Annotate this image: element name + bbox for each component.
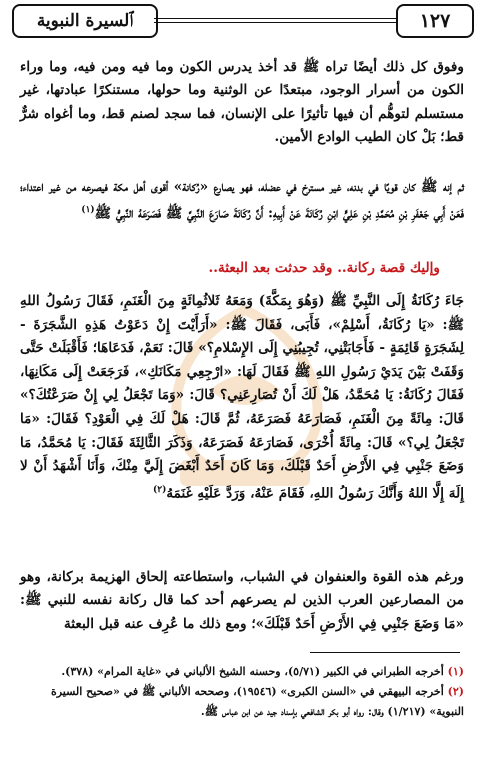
header-rule [154, 18, 396, 23]
footnote-1-number: (١) [447, 665, 464, 678]
paragraph-4 [20, 566, 464, 636]
page-number: ١٢٧ [396, 4, 474, 38]
footnote-1 [20, 662, 464, 682]
paragraph-3-body [20, 290, 464, 506]
paragraph-2-body [20, 176, 464, 226]
paragraph-3-text: جَاءَ رُكَانَةُ إِلَى النَّبِيِّ ﷺ (وَهُوَ بِمَكَّةَ) وَمَعَهُ ثَلاثُمِائَةٍ مِنَ الْغَنَمِ، فَقَالَ رَسُولُ اللهِ ﷺ: «يَا رُكَانَةُ، أَسْلِمْ»، فَأَبَى، فَقَالَ ﷺ: «أَرَأَيْتَ إِنْ دَعَوْتُ هَذِهِ الشَّجَرَةَ - لِشَجَرَةٍ قَائِمَةٍ - فَأَجَابَتْنِي، تُجِيبُنِي إِلَى الإِسْلامِ؟» قَالَ: نَعَمْ، فَدَعَاهَا؛ فَأَقْبَلَتْ حَتَّى وَقَفَتْ بَيْنَ يَدَيْ رَسُولِ اللهِ ﷺ فَقَالَ لَهَا: «ارْجِعِي مَكَانَكِ»، فَرَجَعَتْ إِلَى مَكَانِهَا، فَقَالَ رُكَانَةُ: يَا مُحَمَّدُ، هَلْ لَكَ أَنْ تُصَارِعَنِي؟ قَالَ: «وَمَا تَجْعَلُ لِي إِنْ صَرَعْتُكَ؟» قَالَ: مِائَةً مِنَ الْغَنَمِ، فَصَارَعَهُ فَصَرَعَهُ، ثُمَّ قَالَ: هَلْ لَكَ فِي الْعَوْدِ؟ فَقَالَ: «مَا تَجْعَلُ لِي؟» قَالَ: مِائَةً أُخْرَى، فَصَارَعَهُ فَصَرَعَهُ، وَذَكَرَ الثَّالِثَةَ فَقَالَ: يَا مُحَمَّدُ، مَا وَضَعَ جَنْبِي فِي الأَرْضِ أَحَدٌ قَبْلَكَ، وَمَا كَانَ أَحَدٌ أَبْغَضَ إِلَيَّ مِنْكَ، وَأَنَا أَشْهَدُ أَنْ لا إِلَهَ إِلَّا اللهُ وَأَنَّكَ رَسُولُ اللهِ، فَقَامَ عَنْهُ، وَرَدَّ عَلَيْهِ غَنَمَهُ [20, 293, 464, 502]
footnote-1-text: أخرجه الطبراني في الكبير (٥/٧١)، وحسنه الشيخ الألباني في «غاية المرام» (٣٧٨). [61, 665, 444, 678]
paragraph-3 [20, 290, 464, 506]
paragraph-1-text: وفوق كل ذلك أيضًا تراه ﷺ قد أخذ يدرس الكون وما فيه ومن فيه، وما وراء الكون من أسرار الوجود، مبتعدًا عن الوثنية وما حولها، مستنكرًا عبادتها، غير مستسلم لتوهُّم أن فيها تأثيرًا على الإنسان، فما سجد لصنم قط، وما أغواه شرٌّ قط؛ بَلْ كان الطيب الوادع الأمين. [20, 59, 464, 145]
footnote-ref-1[interactable]: (١) [81, 205, 95, 216]
footnote-2-text: أخرجه البيهقي في «السنن الكبرى» (١٩٥٤٦)، وصححه الألباني ﷺ في «صحيح السيرة النبوية» (١/٢١٧) وقال: رواه أبو بكر الشافعي بإسناد جيد عن ابن عباس ﷺ. [50, 685, 464, 718]
footnote-2 [20, 682, 464, 722]
footnote-divider [310, 652, 460, 653]
footnotes [20, 662, 464, 722]
page-header [6, 4, 474, 38]
footnote-2-number: (٢) [447, 685, 464, 698]
paragraph-2-text: ثم إنه ﷺ كان قويًا في بدنه، غير مسترخ في عضله، فهو يصارع «رُكانة» أقوى أهل مكة فيصرعه من غير اعتداء؛ فَعَنْ أَبِي جَعْفَرِ بْنِ مُحَمَّدِ بْنِ عَلِيٍّ ابْنِ رُكَانَةَ عَنْ أَبِيهِ: أَنَّ رُكَانَةَ صَارَعَ النَّبِيَّ ﷺ فَصَرَعَهُ النَّبِيُّ ﷺ [20, 179, 464, 222]
paragraph-1 [20, 56, 464, 149]
section-heading: وإليك قصة ركانة.. وقد حدثت بعد البعثة.. [208, 260, 440, 276]
footnote-ref-2[interactable]: (٢) [152, 484, 167, 495]
book-title: ﭐﻟﺴﻴﺮﺓ ﺍﻟﻨﺒﻮﻳﺔ [12, 4, 158, 38]
paragraph-2 [20, 176, 464, 226]
paragraph-4-text: ورغم هذه القوة والعنفوان في الشباب، واستطاعته إلحاق الهزيمة بركانة، وهو من المصارعين العرب الذين لم يصرعهم أحد كما قال ركانة نفسه للنبي ﷺ: «مَا وَضَعَ جَنْبِي فِي الأَرْضِ أَحَدٌ قَبْلَكَ»؛ ومع ذلك ما عُرِف عنه قبل البعثة [20, 569, 464, 632]
